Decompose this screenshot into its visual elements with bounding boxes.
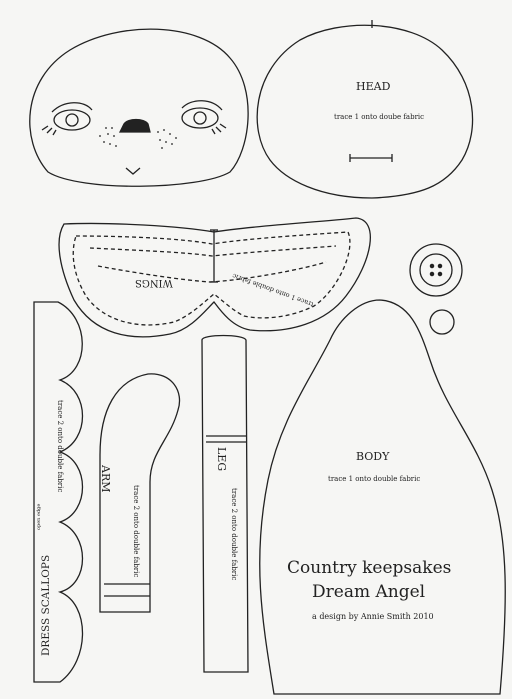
head-title: HEAD xyxy=(356,80,391,93)
credit-line1: Country keepsakes xyxy=(287,558,452,578)
leg-piece xyxy=(202,336,248,673)
credit-line2: Dream Angel xyxy=(312,582,426,602)
leg-title: LEG xyxy=(215,447,228,472)
head-note: trace 1 onto doube fabric xyxy=(334,113,425,121)
arm-title: ARM xyxy=(99,465,112,493)
body-note: trace 1 onto double fabric xyxy=(328,475,421,483)
scallops-note: trace 2 onto double fabric xyxy=(56,400,64,493)
leg-note: trace 2 onto double fabric xyxy=(230,488,238,581)
scallops-title: DRESS SCALLOPS xyxy=(40,554,52,656)
arm-note: trace 2 onto double fabric xyxy=(132,485,140,578)
mouth xyxy=(126,168,140,174)
button-small xyxy=(430,310,454,334)
nose xyxy=(120,120,150,133)
head-piece xyxy=(257,25,472,198)
body-title: BODY xyxy=(356,450,390,463)
right-eye xyxy=(182,108,218,128)
face-piece xyxy=(30,29,248,186)
wings-note: trace 1 onto double fabric xyxy=(231,271,315,309)
credit-line3: a design by Annie Smith 2010 xyxy=(312,612,434,621)
scallops-edge: open edge xyxy=(36,503,42,530)
button-large xyxy=(410,244,462,296)
body-piece xyxy=(260,300,506,694)
wings-title: WINGS xyxy=(135,277,173,288)
left-eye xyxy=(54,110,90,130)
